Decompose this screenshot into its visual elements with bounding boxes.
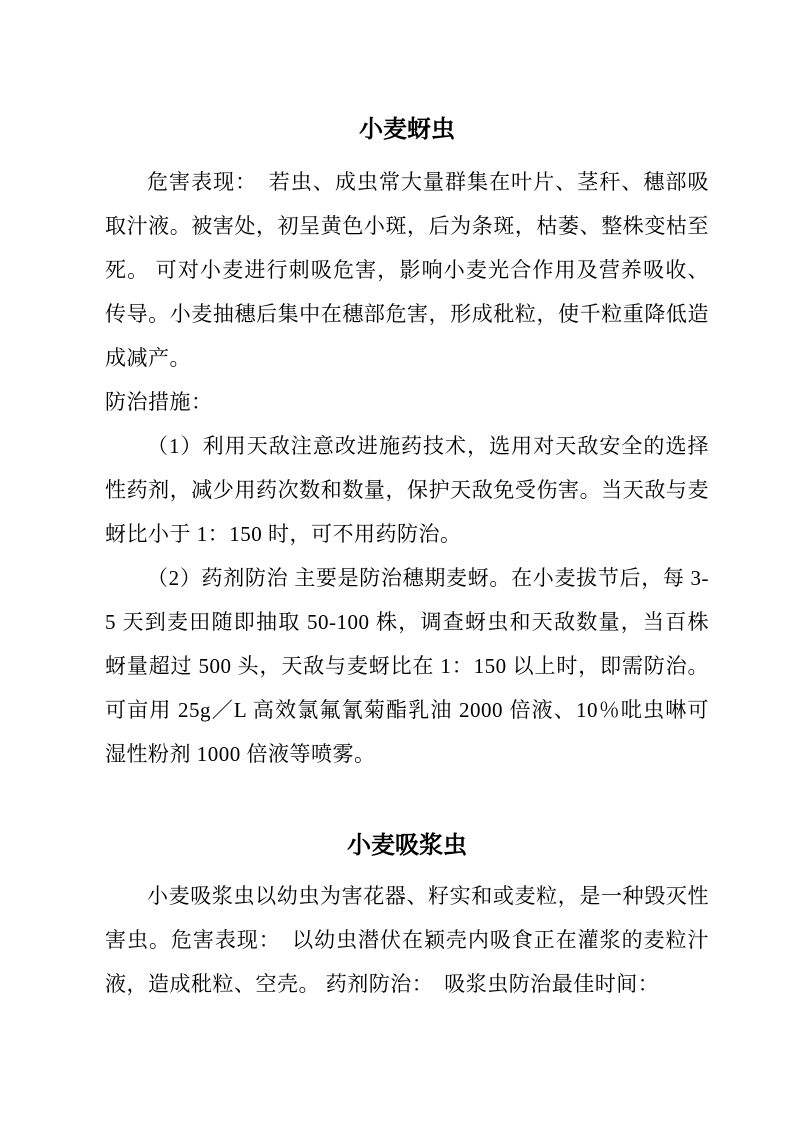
section-wheat-midge: [105, 828, 709, 1006]
section-heading-wheat-midge: 小麦吸浆虫: [347, 832, 467, 859]
paragraph-control-measures-label: 防治措施：: [105, 390, 213, 414]
paragraph-measure-2-chemical-control: （2）药剂防治 主要是防治穗期麦蚜。在小麦拔节后，每 3-5 天到麦田随即抽取 50-100 株，调查蚜虫和天敌数量，当百株蚜量超过 500 头，天敌与麦蚜比在 1：150 以上时，即需防治。可亩用 25g／L 高效氯氟氰菊酯乳油 2000 倍液、10％吡虫啉可湿性粉剂 1000 倍液等喷雾。: [105, 566, 709, 766]
section-wheat-aphid: [105, 112, 709, 776]
section-heading-wheat-aphid: 小麦蚜虫: [359, 116, 455, 143]
paragraph-measure-1-natural-enemies: （1）利用天敌注意改进施药技术，选用对天敌安全的选择性药剂，减少用药次数和数量，保护天敌免受伤害。当天敌与麦蚜比小于 1：150 时，可不用药防治。: [105, 434, 709, 546]
paragraph-damage-symptoms: 危害表现： 若虫、成虫常大量群集在叶片、茎秆、穗部吸取汁液。被害处，初呈黄色小斑，后为条斑，枯萎、整株变枯至死。 可对小麦进行刺吸危害，影响小麦光合作用及营养吸收、传导。小麦抽穗后集中在穗部危害，形成秕粒，使千粒重降低造成减产。: [105, 170, 709, 370]
paragraph-midge-description: 小麦吸浆虫以幼虫为害花器、籽实和或麦粒，是一种毁灭性害虫。危害表现： 以幼虫潜伏在颖壳内吸食正在灌浆的麦粒汁液，造成秕粒、空壳。 药剂防治： 吸浆虫防治最佳时间：: [105, 884, 709, 996]
